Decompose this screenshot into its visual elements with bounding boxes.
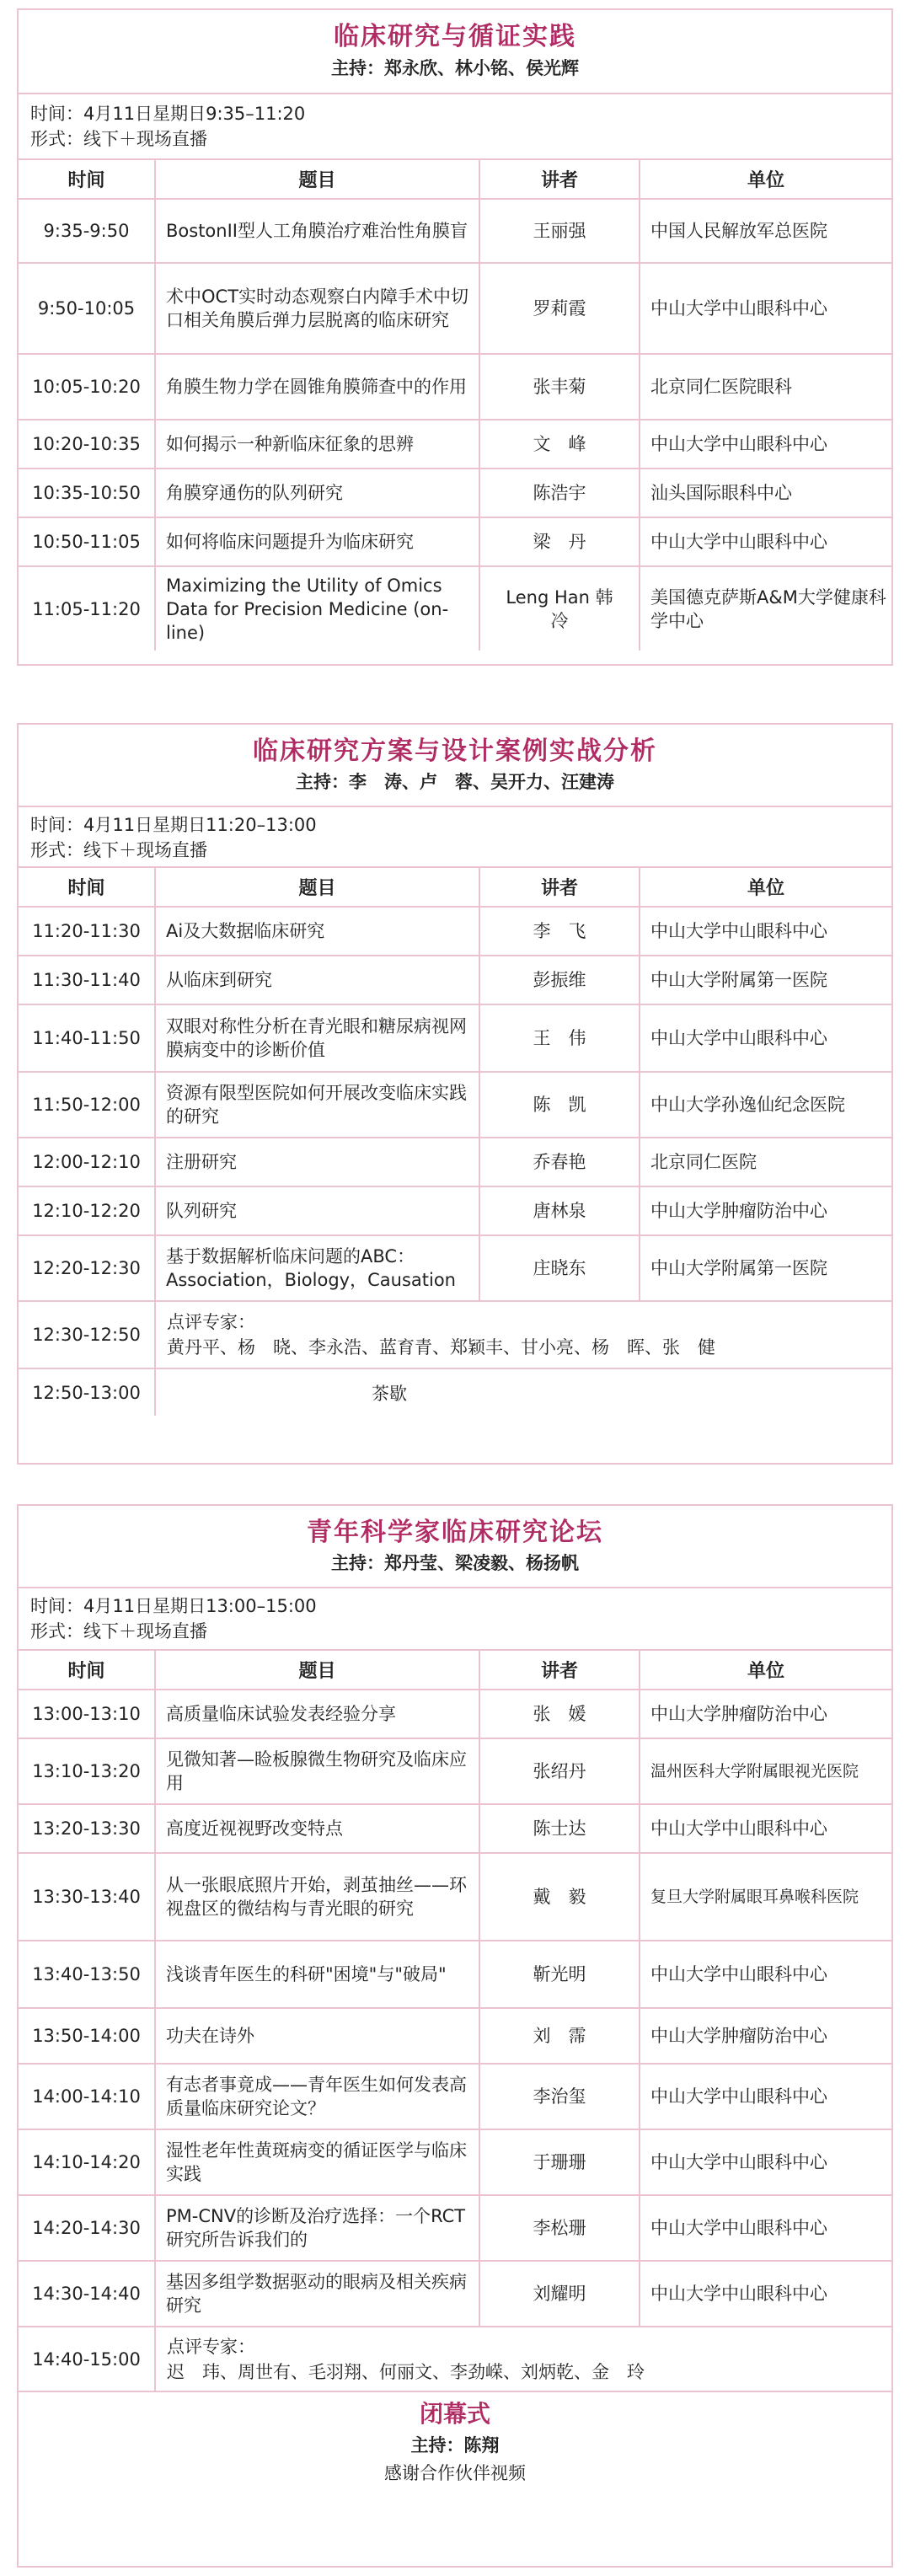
row-topic: 从临床到研究 xyxy=(155,956,479,1004)
break-row xyxy=(19,1368,891,1416)
table-row xyxy=(19,1738,891,1804)
row-unit: 中山大学肿瘤防治中心 xyxy=(640,1186,891,1235)
panel-experts xyxy=(155,2327,891,2391)
row-unit: 中山大学孙逸仙纪念医院 xyxy=(640,1072,891,1138)
row-time: 12:50-13:00 xyxy=(19,1368,155,1416)
row-time: 13:40-13:50 xyxy=(19,1941,155,2008)
session-title: 临床研究与循证实践 xyxy=(334,22,576,51)
row-topic: 见微知著—睑板腺微生物研究及临床应用 xyxy=(155,1738,479,1804)
session-time: 时间：4月11日星期日13:00–15:00 xyxy=(30,1596,317,1616)
session-header xyxy=(19,10,891,94)
table-row xyxy=(19,566,891,651)
table-row xyxy=(19,1690,891,1738)
row-topic: PM-CNV的诊断及治疗选择：一个RCT研究所告诉我们的 xyxy=(155,2195,479,2261)
row-speaker: 文 峰 xyxy=(479,420,640,469)
row-speaker: 王丽强 xyxy=(479,199,640,263)
row-unit: 中山大学中山眼科中心 xyxy=(640,263,891,354)
session-info xyxy=(19,1588,891,1651)
row-time: 12:30-12:50 xyxy=(19,1301,155,1368)
header-topic: 题目 xyxy=(155,868,479,907)
row-speaker: 陈 凯 xyxy=(479,1072,640,1138)
session-title: 临床研究方案与设计案例实战分析 xyxy=(253,736,657,766)
row-unit: 温州医科大学附属眼视光医院 xyxy=(640,1738,891,1804)
row-time: 14:40-15:00 xyxy=(19,2327,155,2391)
row-unit: 中山大学肿瘤防治中心 xyxy=(640,2008,891,2064)
table-row xyxy=(19,1004,891,1072)
row-unit: 中山大学中山眼科中心 xyxy=(640,517,891,566)
row-time: 14:20-14:30 xyxy=(19,2195,155,2261)
header-speaker: 讲者 xyxy=(479,1651,640,1690)
row-speaker: 梁 丹 xyxy=(479,517,640,566)
row-topic: 功夫在诗外 xyxy=(155,2008,479,2064)
session-time: 时间：4月11日星期日11:20–13:00 xyxy=(30,815,317,835)
row-time: 10:50-11:05 xyxy=(19,517,155,566)
row-time: 11:30-11:40 xyxy=(19,956,155,1004)
table-row xyxy=(19,956,891,1004)
row-speaker: 刘耀明 xyxy=(479,2261,640,2327)
row-topic: 高度近视视野改变特点 xyxy=(155,1804,479,1853)
row-time: 10:05-10:20 xyxy=(19,354,155,420)
row-time: 14:30-14:40 xyxy=(19,2261,155,2327)
session-hosts: 主持：李 涛、卢 蓉、吴开力、汪建涛 xyxy=(296,772,614,792)
session-title: 青年科学家临床研究论坛 xyxy=(307,1518,603,1547)
row-unit: 北京同仁医院眼科 xyxy=(640,354,891,420)
table-row xyxy=(19,1804,891,1853)
table-row xyxy=(19,1186,891,1235)
table-row xyxy=(19,2008,891,2064)
row-speaker: 陈浩宇 xyxy=(479,469,640,517)
table-row xyxy=(19,1138,891,1186)
row-time: 13:10-13:20 xyxy=(19,1738,155,1804)
row-topic: 高质量临床试验发表经验分享 xyxy=(155,1690,479,1738)
header-unit: 单位 xyxy=(640,868,891,907)
row-time: 13:20-13:30 xyxy=(19,1804,155,1853)
row-time: 11:20-11:30 xyxy=(19,907,155,956)
panel-row xyxy=(19,2327,891,2391)
session-young-scientists xyxy=(17,1504,893,2568)
row-time: 13:30-13:40 xyxy=(19,1853,155,1941)
header-unit: 单位 xyxy=(640,1651,891,1690)
row-unit: 中山大学中山眼科中心 xyxy=(640,1941,891,2008)
row-topic: 基于数据解析临床问题的ABC：Association，Biology，Causation xyxy=(155,1235,479,1301)
table-row xyxy=(19,354,891,420)
row-speaker: 罗莉霞 xyxy=(479,263,640,354)
session-header xyxy=(19,725,891,807)
row-time: 10:20-10:35 xyxy=(19,420,155,469)
header-time: 时间 xyxy=(19,868,155,907)
row-unit: 中山大学中山眼科中心 xyxy=(640,2064,891,2129)
table-header-row xyxy=(19,868,891,907)
session-time: 时间：4月11日星期日9:35–11:20 xyxy=(30,104,306,124)
table-header-row xyxy=(19,160,891,199)
header-speaker: 讲者 xyxy=(479,868,640,907)
row-time: 9:50-10:05 xyxy=(19,263,155,354)
row-speaker: 于珊珊 xyxy=(479,2129,640,2195)
row-time: 10:35-10:50 xyxy=(19,469,155,517)
table-row xyxy=(19,1941,891,2008)
session-format: 形式：线下＋现场直播 xyxy=(30,129,207,149)
row-time: 11:05-11:20 xyxy=(19,566,155,651)
row-unit: 美国德克萨斯A&M大学健康科学中心 xyxy=(640,566,891,651)
header-unit: 单位 xyxy=(640,160,891,199)
row-unit: 中山大学中山眼科中心 xyxy=(640,420,891,469)
row-time: 12:20-12:30 xyxy=(19,1235,155,1301)
row-topic: BostonII型人工角膜治疗难治性角膜盲 xyxy=(155,199,479,263)
row-time: 13:00-13:10 xyxy=(19,1690,155,1738)
table-row xyxy=(19,2129,891,2195)
row-speaker: 李松珊 xyxy=(479,2195,640,2261)
session-hosts: 主持：郑永欣、林小铭、侯光辉 xyxy=(331,58,579,78)
row-speaker: 张丰菊 xyxy=(479,354,640,420)
header-topic: 题目 xyxy=(155,160,479,199)
header-topic: 题目 xyxy=(155,1651,479,1690)
session-hosts: 主持：郑丹莹、梁凌毅、杨扬帆 xyxy=(331,1553,579,1573)
row-unit: 北京同仁医院 xyxy=(640,1138,891,1186)
panel-names: 黄丹平、杨 晓、李永浩、蓝育青、郑颖丰、甘小亮、杨 晖、张 健 xyxy=(167,1337,715,1358)
row-topic: 资源有限型医院如何开展改变临床实践的研究 xyxy=(155,1072,479,1138)
row-unit: 中山大学中山眼科中心 xyxy=(640,1804,891,1853)
table-row xyxy=(19,907,891,956)
row-speaker: 王 伟 xyxy=(479,1004,640,1072)
row-topic: Maximizing the Utility of Omics Data for Precision Medicine (on-line) xyxy=(155,566,479,651)
schedule-table xyxy=(19,1651,891,2391)
row-speaker: 庄晓东 xyxy=(479,1235,640,1301)
row-speaker: 李治玺 xyxy=(479,2064,640,2129)
row-time: 14:10-14:20 xyxy=(19,2129,155,2195)
row-time: 14:00-14:10 xyxy=(19,2064,155,2129)
table-row xyxy=(19,1072,891,1138)
session-format: 形式：线下＋现场直播 xyxy=(30,1621,207,1641)
panel-label: 点评专家： xyxy=(167,1312,255,1332)
row-speaker: 陈士达 xyxy=(479,1804,640,1853)
session-format: 形式：线下＋现场直播 xyxy=(30,840,207,860)
table-row xyxy=(19,517,891,566)
session-research-design xyxy=(17,723,893,1465)
row-topic: 湿性老年性黄斑病变的循证医学与临床实践 xyxy=(155,2129,479,2195)
row-topic: 角膜穿通伤的队列研究 xyxy=(155,469,479,517)
row-unit: 中国人民解放军总医院 xyxy=(640,199,891,263)
header-time: 时间 xyxy=(19,160,155,199)
session-info xyxy=(19,807,891,868)
row-topic: 如何揭示一种新临床征象的思辨 xyxy=(155,420,479,469)
table-row xyxy=(19,199,891,263)
panel-names: 迟 玮、周世有、毛羽翔、何丽文、李劲嵘、刘炳乾、金 玲 xyxy=(167,2361,645,2382)
session-clinical-research xyxy=(17,8,893,666)
header-speaker: 讲者 xyxy=(479,160,640,199)
row-speaker: 靳光明 xyxy=(479,1941,640,2008)
header-time: 时间 xyxy=(19,1651,155,1690)
row-unit: 中山大学中山眼科中心 xyxy=(640,2261,891,2327)
row-unit: 中山大学中山眼科中心 xyxy=(640,2195,891,2261)
row-time: 11:50-12:00 xyxy=(19,1072,155,1138)
table-row xyxy=(19,1235,891,1301)
row-time: 9:35-9:50 xyxy=(19,199,155,263)
closing-note: 感谢合作伙伴视频 xyxy=(384,2463,526,2483)
row-unit: 复旦大学附属眼耳鼻喉科医院 xyxy=(640,1853,891,1941)
schedule-table xyxy=(19,160,891,651)
row-speaker: 彭振维 xyxy=(479,956,640,1004)
row-time: 12:00-12:10 xyxy=(19,1138,155,1186)
closing-host: 主持：陈翔 xyxy=(410,2435,500,2456)
row-speaker: 张 媛 xyxy=(479,1690,640,1738)
row-topic: 浅谈青年医生的科研"困境"与"破局" xyxy=(155,1941,479,2008)
row-speaker: 唐林泉 xyxy=(479,1186,640,1235)
table-header-row xyxy=(19,1651,891,1690)
closing-ceremony xyxy=(19,2391,891,2487)
table-row xyxy=(19,2195,891,2261)
row-speaker: 李 飞 xyxy=(479,907,640,956)
row-unit: 中山大学肿瘤防治中心 xyxy=(640,1690,891,1738)
row-unit: 汕头国际眼科中心 xyxy=(640,469,891,517)
schedule-table xyxy=(19,868,891,1416)
session-header xyxy=(19,1506,891,1588)
table-row xyxy=(19,263,891,354)
row-topic: Ai及大数据临床研究 xyxy=(155,907,479,956)
table-row xyxy=(19,420,891,469)
row-unit: 中山大学中山眼科中心 xyxy=(640,1004,891,1072)
row-time: 12:10-12:20 xyxy=(19,1186,155,1235)
row-topic: 注册研究 xyxy=(155,1138,479,1186)
panel-row xyxy=(19,1301,891,1368)
row-topic: 双眼对称性分析在青光眼和糖尿病视网膜病变中的诊断价值 xyxy=(155,1004,479,1072)
row-unit: 中山大学附属第一医院 xyxy=(640,956,891,1004)
row-speaker: Leng Han 韩 冷 xyxy=(479,566,640,651)
break-label: 茶歇 xyxy=(155,1368,891,1416)
row-topic: 如何将临床问题提升为临床研究 xyxy=(155,517,479,566)
row-topic: 基因多组学数据驱动的眼病及相关疾病研究 xyxy=(155,2261,479,2327)
row-speaker: 乔春艳 xyxy=(479,1138,640,1186)
row-unit: 中山大学中山眼科中心 xyxy=(640,2129,891,2195)
row-speaker: 刘 霈 xyxy=(479,2008,640,2064)
panel-label: 点评专家： xyxy=(167,2336,255,2357)
row-topic: 从一张眼底照片开始，剥茧抽丝——环视盘区的微结构与青光眼的研究 xyxy=(155,1853,479,1941)
row-unit: 中山大学中山眼科中心 xyxy=(640,907,891,956)
row-time: 13:50-14:00 xyxy=(19,2008,155,2064)
table-row xyxy=(19,2261,891,2327)
session-info xyxy=(19,94,891,160)
table-row xyxy=(19,469,891,517)
row-topic: 队列研究 xyxy=(155,1186,479,1235)
row-speaker: 张绍丹 xyxy=(479,1738,640,1804)
row-topic: 角膜生物力学在圆锥角膜筛查中的作用 xyxy=(155,354,479,420)
row-time: 11:40-11:50 xyxy=(19,1004,155,1072)
panel-experts xyxy=(155,1301,891,1368)
table-row xyxy=(19,1853,891,1941)
row-topic: 有志者事竟成——青年医生如何发表高质量临床研究论文？ xyxy=(155,2064,479,2129)
row-speaker: 戴 毅 xyxy=(479,1853,640,1941)
row-topic: 术中OCT实时动态观察白内障手术中切口相关角膜后弹力层脱离的临床研究 xyxy=(155,263,479,354)
closing-title: 闭幕式 xyxy=(419,2400,490,2428)
row-unit: 中山大学附属第一医院 xyxy=(640,1235,891,1301)
table-row xyxy=(19,2064,891,2129)
